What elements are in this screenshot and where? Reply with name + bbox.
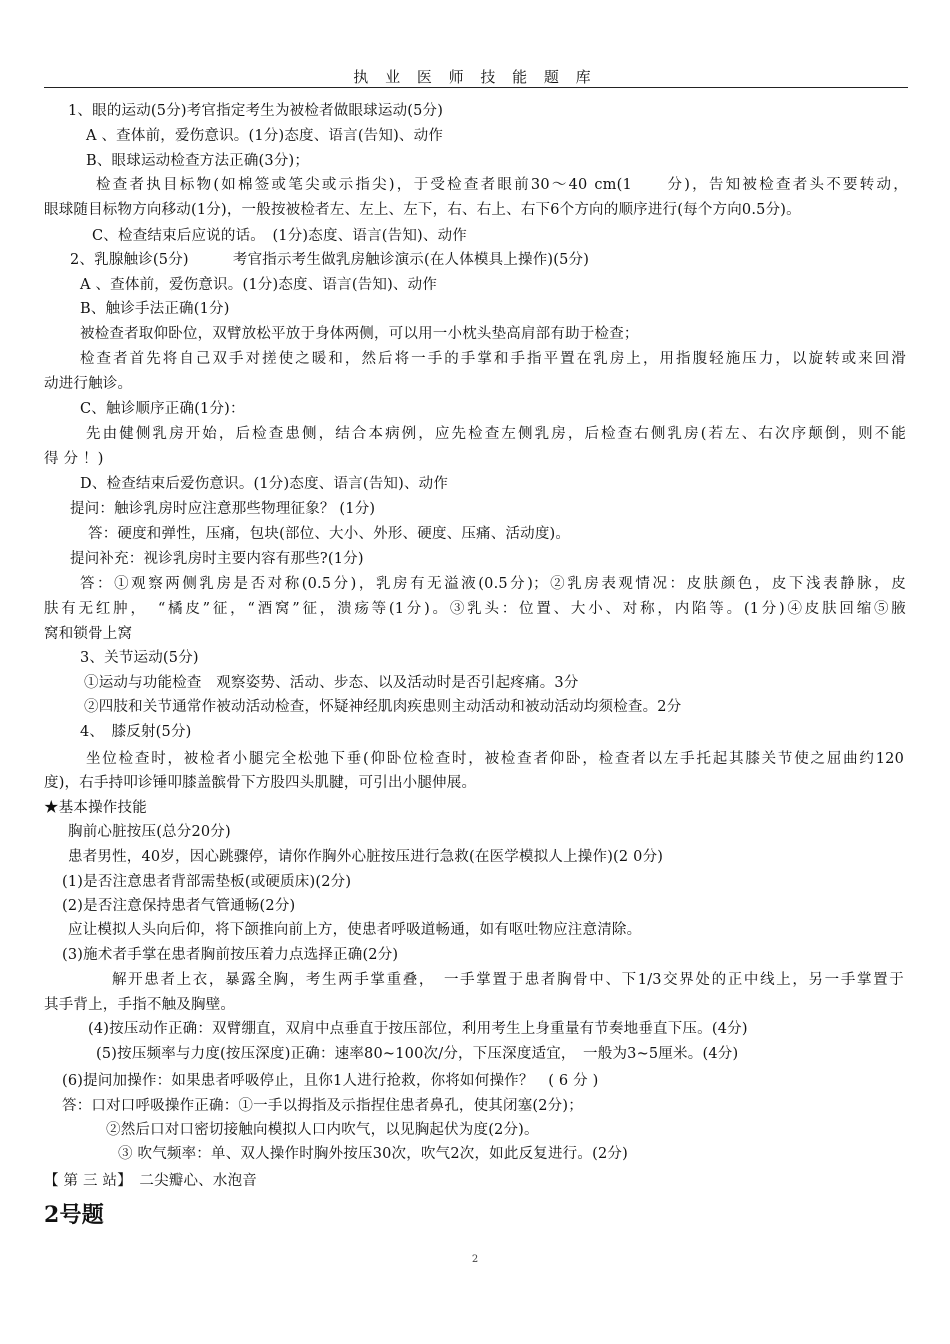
text-line: 患者男性，40岁，因心跳骤停，请你作胸外心脏按压进行急救(在医学模拟人上操作)(2 0分) — [68, 849, 664, 865]
station-line: 【 第 三 站】 二尖瓣心、水泡音 — [44, 1173, 257, 1189]
text-line: 得 分 ！) — [44, 451, 104, 467]
text-line: 1、眼的运动(5分)考官指定考生为被检者做眼球运动(5分) — [68, 103, 444, 119]
text-line: 应让模拟人头向后仰，将下颌推向前上方，使患者呼吸道畅通，如有呕吐物应注意清除。 — [68, 922, 642, 938]
text-line: 坐位检查时，被检者小腿完全松弛下垂(仰卧位检查时，被检查者仰卧，检查者以左手托起其膝关节使之屈曲约120 — [86, 751, 904, 767]
text-line: 被检查者取仰卧位，双臂放松平放于身体两侧，可以用一小枕头垫高肩部有助于检查； — [80, 326, 639, 342]
text-line: (2)是否注意保持患者气管通畅(2分) — [62, 898, 296, 914]
text-line: (3)施术者手掌在患者胸前按压着力点选择正确(2分) — [62, 947, 399, 963]
text-line: C、检查结束后应说的话。 (1分)态度、语言(告知)、动作 — [92, 228, 467, 244]
text-line: C、触诊顺序正确(1分)： — [80, 401, 245, 417]
text-line: 3、关节运动(5分) — [80, 650, 199, 666]
text-line: B、触诊手法正确(1分) — [80, 301, 230, 317]
text-line: 窝和锁骨上窝 — [44, 626, 133, 642]
text-line: (1)是否注意患者背部需垫板(或硬质床)(2分) — [62, 874, 352, 890]
page-header: 执 业 医 师 技 能 题 库 — [353, 68, 597, 86]
section-title: ★基本操作技能 — [44, 800, 147, 816]
text-line: 2、乳腺触诊(5分) 考官指示考生做乳房触诊演示(在人体模具上操作)(5分) — [70, 252, 590, 268]
text-line: ③ 吹气频率：单、双人操作时胸外按压30次，吹气2次，如此反复进行。(2分) — [118, 1146, 628, 1162]
text-line: 其手背上，手指不触及胸壁。 — [44, 997, 236, 1013]
text-line: B、眼球运动检查方法正确(3分)； — [86, 153, 310, 169]
text-line: 胸前心脏按压(总分20分) — [68, 824, 231, 840]
page-number: 2 — [471, 1254, 479, 1265]
text-line: 提问补充：视诊乳房时主要内容有那些?(1分) — [70, 551, 364, 567]
text-line: (6)提问加操作：如果患者呼吸停止，且你1人进行抢救，你将如何操作？ ( 6 分 ) — [62, 1073, 599, 1089]
text-line: ①运动与功能检查 观察姿势、活动、步态、以及活动时是否引起疼痛。3分 — [84, 675, 579, 691]
text-line: (5)按压频率与力度(按压深度)正确：速率80~100次/分，下压深度适宜， 一般为3~5厘米。(4分) — [96, 1046, 739, 1062]
text-line: 提问：触诊乳房时应注意那些物理征象？ (1分) — [70, 501, 376, 517]
text-line: ②然后口对口密切接触向模拟人口内吹气，以见胸起伏为度(2分)。 — [106, 1122, 539, 1138]
text-line: 解开患者上衣，暴露全胸，考生两手掌重叠， 一手掌置于患者胸骨中、下1/3交界处的正中线上，另一手掌置于 — [112, 972, 904, 988]
text-line: 肤有无红肿， “橘皮”征，“酒窝”征，溃疡等(1分)。③乳头：位置、大小、对称，内陷等。(1分)④皮肤回缩⑤腋 — [44, 601, 906, 617]
text-line: 眼球随目标物方向移动(1分)，一般按被检者左、左上、左下，右、右上、右下6个方向的顺序进行(每个方向0.5分)。 — [44, 202, 801, 218]
text-line: 4、 膝反射(5分) — [80, 724, 192, 740]
text-line: 动进行触诊。 — [44, 376, 133, 392]
text-line: ②四肢和关节通常作被动活动检查，怀疑神经肌肉疾患则主动活动和被动活动均须检查。2分 — [84, 699, 682, 715]
text-line: D、检查结束后爱伤意识。(1分)态度、语言(告知)、动作 — [80, 476, 449, 492]
question-number-heading: 2号题 — [44, 1202, 104, 1228]
text-line: 先由健侧乳房开始，后检查患侧，结合本病例，应先检查左侧乳房，后检查右侧乳房(若左、右次序颠倒，则不能 — [86, 426, 906, 442]
text-line: A 、查体前，爱伤意识。(1分)态度、语言(告知)、动作 — [80, 277, 438, 293]
text-line: 答：①观察两侧乳房是否对称(0.5分)，乳房有无溢液(0.5分)；②乳房表观情况：皮肤颜色，皮下浅表静脉，皮 — [80, 576, 906, 592]
text-line: 答：口对口呼吸操作正确：①一手以拇指及示指捏住患者鼻孔，使其闭塞(2分)； — [62, 1098, 583, 1114]
text-line: 检查者首先将自己双手对搓使之暖和，然后将一手的手掌和手指平置在乳房上，用指腹轻施压力，以旋转或来回滑 — [80, 351, 906, 367]
text-line: 答：硬度和弹性，压痛，包块(部位、大小、外形、硬度、压痛、活动度)。 — [88, 526, 571, 542]
text-line: A 、查体前，爱伤意识。(1分)态度、语言(告知)、动作 — [86, 128, 444, 144]
text-line: (4)按压动作正确：双臂绷直，双肩中点垂直于按压部位，利用考生上身重量有节奏地垂直下压。(4分) — [88, 1021, 748, 1037]
header-rule — [44, 87, 908, 88]
text-line: 检查者执目标物(如棉签或笔尖或示指尖)，于受检查者眼前30～40 cm(1 分)，告知被检查者头不要转动， — [96, 177, 908, 193]
text-line: 度)，右手持叩诊锤叩膝盖髌骨下方股四头肌腱，可引出小腿伸展。 — [44, 775, 477, 791]
